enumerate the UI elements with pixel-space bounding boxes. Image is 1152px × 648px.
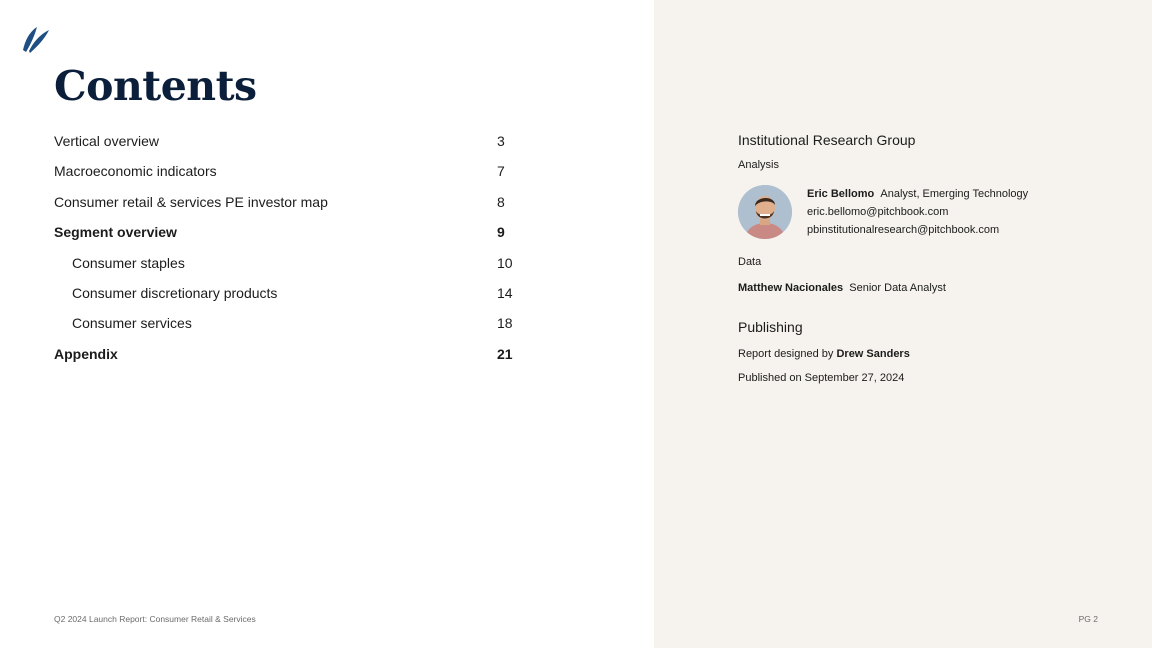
- avatar: [738, 185, 792, 239]
- toc-item-label: Consumer discretionary products: [72, 284, 278, 301]
- group-heading: Institutional Research Group: [738, 132, 916, 148]
- toc-item-page: 14: [497, 284, 513, 301]
- toc-item-page: 7: [497, 163, 505, 180]
- pitchbook-logo-icon: [22, 24, 50, 54]
- toc-item-page: 18: [497, 315, 513, 332]
- footer-page-number: PG 2: [1078, 614, 1098, 624]
- toc-item-label: Segment overview: [54, 224, 177, 241]
- publishing-heading: Publishing: [738, 319, 803, 335]
- toc-item-page: 21: [497, 345, 513, 362]
- data-analyst-name: Matthew Nacionales: [738, 282, 844, 294]
- page-title: Contents: [54, 62, 257, 110]
- toc-item-consumer-discretionary[interactable]: [54, 280, 524, 310]
- analyst-photo-icon: [738, 185, 792, 239]
- toc-item-consumer-services[interactable]: [54, 310, 524, 340]
- analyst-name-line: [807, 185, 1028, 203]
- data-analyst-line: [738, 282, 946, 294]
- footer-report-title: Q2 2024 Launch Report: Consumer Retail & Services: [54, 614, 256, 624]
- toc-item-label: Consumer staples: [72, 254, 185, 271]
- designed-by-line: [738, 348, 910, 360]
- analyst-role: Analyst, Emerging Technology: [880, 188, 1029, 200]
- toc-item-vertical-overview[interactable]: [54, 128, 524, 158]
- analyst-name: Eric Bellomo: [807, 188, 875, 200]
- designer-name: Drew Sanders: [836, 348, 910, 360]
- analyst-email[interactable]: eric.bellomo@pitchbook.com: [807, 206, 949, 218]
- designed-by-prefix: Report designed by: [738, 348, 834, 360]
- team-email[interactable]: pbinstitutionalresearch@pitchbook.com: [807, 224, 1000, 236]
- data-label: Data: [738, 256, 762, 268]
- toc-item-investor-map[interactable]: [54, 189, 524, 219]
- toc-item-macroeconomic-indicators[interactable]: [54, 158, 524, 188]
- analyst-contact: [807, 185, 1028, 239]
- toc-item-label: Consumer retail & services PE investor map: [54, 193, 328, 210]
- toc-item-appendix[interactable]: [54, 341, 524, 371]
- right-panel: [654, 0, 1152, 648]
- toc-item-page: 10: [497, 254, 513, 271]
- toc-item-segment-overview[interactable]: [54, 219, 524, 249]
- table-of-contents: [54, 128, 524, 371]
- toc-item-label: Macroeconomic indicators: [54, 163, 217, 180]
- toc-item-page: 3: [497, 133, 505, 149]
- data-analyst-role: Senior Data Analyst: [849, 282, 946, 294]
- analysis-label: Analysis: [738, 159, 779, 171]
- toc-item-page: 8: [497, 193, 505, 210]
- toc-item-consumer-staples[interactable]: [54, 250, 524, 280]
- toc-item-page: 9: [497, 224, 505, 241]
- toc-item-label: Appendix: [54, 345, 118, 362]
- published-date: Published on September 27, 2024: [738, 372, 905, 384]
- toc-item-label: Consumer services: [72, 315, 192, 332]
- toc-item-label: Vertical overview: [54, 133, 160, 149]
